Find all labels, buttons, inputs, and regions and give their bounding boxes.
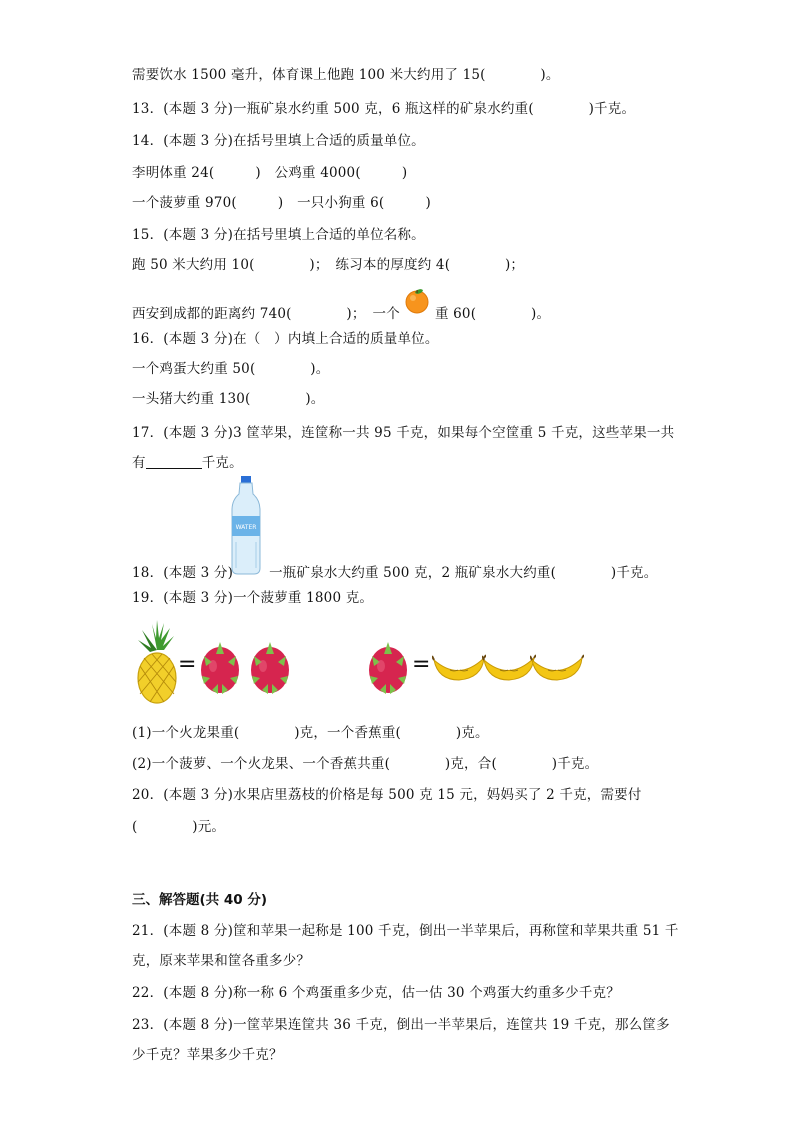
- q19-part-1: (1)一个火龙果重( )克，一个香蕉重( )克。: [132, 725, 489, 741]
- equals-sign-1: =: [178, 652, 197, 677]
- q15-row-2: [132, 300, 550, 323]
- question-19: 19．(本题 3 分)一个菠萝重 1800 克。: [132, 590, 374, 606]
- question-15: 15．(本题 3 分)在括号里填上合适的单位名称。: [132, 227, 425, 243]
- question-18: [132, 564, 657, 582]
- question-16: 16．(本题 3 分)在（ ）内填上合适的质量单位。: [132, 331, 439, 347]
- dragon-fruit-icon: [366, 636, 410, 700]
- question-13: 13．(本题 3 分)一瓶矿泉水约重 500 克，6 瓶这样的矿泉水约重( )千克。: [132, 101, 636, 117]
- bottle-label: WATER: [235, 524, 257, 531]
- pineapple-icon: [134, 620, 180, 708]
- q19-part-2: (2)一个菠萝、一个火龙果、一个香蕉共重( )克，合( )千克。: [132, 756, 599, 772]
- q16-row-2: 一头猪大约重 130( )。: [132, 391, 325, 407]
- question-23-cont: 少千克？苹果多少千克？: [132, 1047, 283, 1063]
- question-21-cont: 克，原来苹果和筐各重多少？: [132, 953, 311, 969]
- question-21: 21．(本题 8 分)筐和苹果一起称是 100 千克，倒出一半苹果后，再称筐和苹果共重 51 千: [132, 923, 679, 939]
- dragon-fruit-icon: [198, 636, 242, 700]
- banana-icon: [482, 652, 536, 690]
- q16-row-1: 一个鸡蛋大约重 50( )。: [132, 361, 330, 377]
- equals-sign-2: =: [412, 652, 431, 677]
- orange-icon: [404, 300, 430, 318]
- answer-underline: [146, 454, 202, 469]
- question-23: 23．(本题 8 分)一筐苹果连筐共 36 千克，倒出一半苹果后，连筐共 19 千克，那么筐多: [132, 1017, 670, 1033]
- q15-row-1: 跑 50 米大约用 10( )； 练习本的厚度约 4( )；: [132, 257, 525, 273]
- q15-row-2-suffix: 重 60( )。: [434, 306, 551, 322]
- q14-row-2: 一个菠萝重 970( ) 一只小狗重 6( ): [132, 195, 431, 211]
- q17-suffix: 千克。: [201, 455, 243, 471]
- question-20: 20．(本题 3 分)水果店里荔枝的价格是每 500 克 15 元，妈妈买了 2 千克，需要付: [132, 787, 642, 803]
- question-20-cont: ( )元。: [132, 819, 226, 835]
- q18-prefix: 18．(本题 3 分): [132, 565, 234, 581]
- section-heading: 三、解答题(共 40 分): [132, 892, 268, 908]
- question-22: 22．(本题 8 分)称一称 6 个鸡蛋重多少克，估一估 30 个鸡蛋大约重多少千克？: [132, 985, 620, 1001]
- q18-text: 一瓶矿泉水大约重 500 克，2 瓶矿泉水大约重( )千克。: [269, 565, 658, 581]
- banana-icon: [530, 652, 584, 690]
- question-17: 17．(本题 3 分)3 筐苹果，连筐称一共 95 千克，如果每个空筐重 5 千克，这些苹果一共: [132, 425, 675, 441]
- dragon-fruit-icon: [248, 636, 292, 700]
- line-1: 需要饮水 1500 毫升，体育课上他跑 100 米大约用了 15( )。: [132, 67, 560, 83]
- q17-prefix: 有: [132, 455, 146, 471]
- banana-icon: [432, 652, 486, 690]
- question-14: 14．(本题 3 分)在括号里填上合适的质量单位。: [132, 133, 425, 149]
- q14-row-1: 李明体重 24( ) 公鸡重 4000( ): [132, 165, 408, 181]
- question-17-cont: [132, 454, 243, 472]
- q15-row-2-prefix: 西安到成都的距离约 740( )； 一个: [132, 306, 400, 322]
